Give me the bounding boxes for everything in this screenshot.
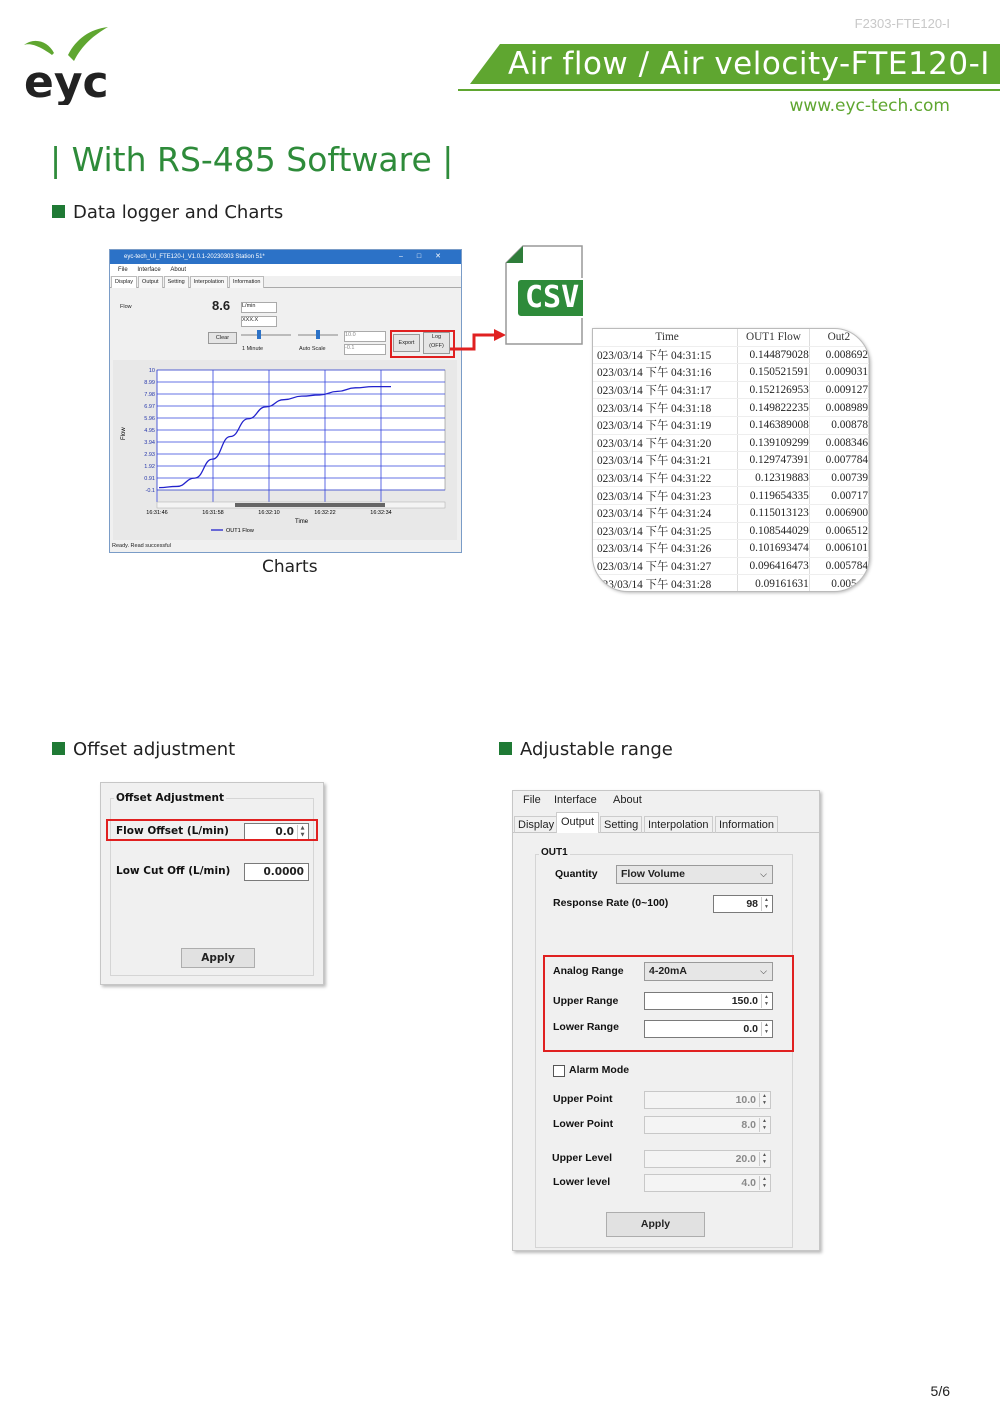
out1-group-title: OUT1 bbox=[541, 847, 568, 858]
range-menu-file[interactable]: File bbox=[523, 794, 541, 806]
x-axis-label: Time bbox=[295, 519, 309, 525]
upper-range-label: Upper Range bbox=[553, 995, 619, 1007]
csv-row bbox=[593, 452, 869, 470]
flow-offset-input[interactable]: 0.0 ▲ ▼ bbox=[244, 823, 309, 841]
scale-min-input[interactable]: -0.1 bbox=[344, 344, 386, 355]
spinner-icon[interactable]: ▲ ▼ bbox=[759, 1093, 769, 1107]
csv-cell: 0.152126953 bbox=[738, 381, 810, 399]
tab-interpolation[interactable]: Interpolation bbox=[190, 276, 228, 288]
csv-row bbox=[593, 346, 869, 364]
quantity-select[interactable]: Flow Volume ⌵ bbox=[616, 865, 773, 884]
analog-range-label: Analog Range bbox=[553, 965, 624, 977]
csv-cell: 023/03/14 下午 04:31:24 bbox=[593, 504, 738, 522]
spinner-icon[interactable]: ▲ ▼ bbox=[761, 1022, 771, 1036]
csv-cell: 023/03/14 下午 04:31:25 bbox=[593, 522, 738, 540]
csv-cell: 0.115013123 bbox=[738, 504, 810, 522]
chart-y-tick: 5.96 bbox=[144, 416, 155, 422]
csv-row bbox=[593, 487, 869, 505]
chart-y-tick: 3.94 bbox=[144, 440, 155, 446]
offset-dialog bbox=[100, 782, 324, 985]
menu-interface[interactable]: Interface bbox=[137, 267, 161, 273]
chart-y-tick: 1.92 bbox=[144, 464, 155, 470]
tab-output[interactable]: Output bbox=[138, 276, 163, 288]
alarm-mode-label: Alarm Mode bbox=[569, 1064, 630, 1076]
csv-cell: 0.007784 bbox=[809, 452, 868, 470]
menu-file[interactable]: File bbox=[118, 267, 128, 273]
csv-file-icon bbox=[505, 245, 583, 345]
upper-level-label: Upper Level bbox=[552, 1152, 613, 1164]
tab-setting[interactable]: Setting bbox=[164, 276, 189, 288]
csv-cell: 0.119654335 bbox=[738, 487, 810, 505]
alarm-mode-checkbox[interactable] bbox=[553, 1065, 565, 1077]
csv-row bbox=[593, 399, 869, 417]
response-rate-input[interactable]: 98 ▲ ▼ bbox=[713, 895, 773, 913]
csv-cell: 0.006512 bbox=[809, 522, 868, 540]
range-tab-interpolation[interactable]: Interpolation bbox=[644, 816, 713, 833]
range-apply-button[interactable]: Apply bbox=[606, 1212, 705, 1237]
interval-slider-thumb[interactable] bbox=[257, 330, 261, 339]
chart-scrollbar-thumb[interactable] bbox=[235, 503, 385, 507]
app-window bbox=[109, 249, 462, 553]
subheading-range: Adjustable range bbox=[499, 739, 673, 760]
export-arrow-icon bbox=[450, 325, 510, 355]
chart-y-tick: 10 bbox=[148, 368, 155, 374]
scale-max-input[interactable]: 10.0 bbox=[344, 331, 386, 342]
spinner-icon[interactable]: ▲ ▼ bbox=[759, 1176, 769, 1190]
interval-slider[interactable] bbox=[241, 334, 291, 336]
spinner-icon[interactable]: ▲ ▼ bbox=[759, 1152, 769, 1166]
upper-point-input[interactable]: 10.0 ▲ ▼ bbox=[644, 1091, 771, 1109]
range-tab-setting[interactable]: Setting bbox=[600, 816, 642, 833]
csv-row bbox=[593, 557, 869, 575]
csv-cell: 0.008989 bbox=[809, 399, 868, 417]
response-rate-label: Response Rate (0~100) bbox=[553, 897, 669, 909]
log-label: Log bbox=[431, 334, 442, 340]
csv-cell: 0.09161631 bbox=[738, 575, 810, 592]
chart-y-tick: 6.97 bbox=[144, 404, 155, 410]
csv-cell: 0.00878 bbox=[809, 416, 868, 434]
csv-cell: 0.150521591 bbox=[738, 364, 810, 382]
upper-level-input[interactable]: 20.0 ▲ ▼ bbox=[644, 1150, 771, 1168]
offset-apply-button[interactable]: Apply bbox=[181, 948, 255, 968]
unit-select[interactable]: L/min bbox=[241, 302, 277, 313]
log-state: (OFF) bbox=[429, 343, 444, 349]
csv-badge: CSV bbox=[525, 280, 580, 315]
csv-cell: 0.139109299 bbox=[738, 434, 810, 452]
autoscale-label: Auto Scale bbox=[299, 346, 326, 352]
tab-display[interactable]: Display bbox=[111, 276, 137, 288]
csv-row bbox=[593, 381, 869, 399]
csv-cell: 0.144879028 bbox=[738, 346, 810, 364]
csv-cell: 0.129747391 bbox=[738, 452, 810, 470]
csv-cell: 023/03/14 下午 04:31:20 bbox=[593, 434, 738, 452]
eyc-logo bbox=[24, 25, 114, 105]
csv-cell: 023/03/14 下午 04:31:18 bbox=[593, 399, 738, 417]
csv-header-row bbox=[593, 329, 869, 346]
lower-point-label: Lower Point bbox=[553, 1118, 614, 1130]
chart-y-tick: 2.93 bbox=[144, 452, 155, 458]
y-axis-label: Flow bbox=[121, 427, 127, 440]
csv-cell: 023/03/14 下午 04:31:26 bbox=[593, 540, 738, 558]
csv-row bbox=[593, 416, 869, 434]
bullet-square-icon bbox=[52, 205, 65, 218]
csv-cell: 0.12319883 bbox=[738, 469, 810, 487]
upper-range-input[interactable]: 150.0 ▲ ▼ bbox=[644, 992, 773, 1010]
csv-header-time: Time bbox=[593, 329, 738, 346]
window-titlebar bbox=[110, 250, 461, 264]
csv-row bbox=[593, 504, 869, 522]
csv-cell: 023/03/14 下午 04:31:21 bbox=[593, 452, 738, 470]
csv-cell: 023/03/14 下午 04:31:23 bbox=[593, 487, 738, 505]
spinner-icon[interactable]: ▲ ▼ bbox=[761, 994, 771, 1008]
csv-row bbox=[593, 469, 869, 487]
format-select[interactable]: XXX.X bbox=[241, 316, 277, 327]
offset-group-title: Offset Adjustment bbox=[116, 792, 225, 804]
charts-caption: Charts bbox=[262, 557, 318, 577]
csv-cell: 023/03/14 下午 04:31:27 bbox=[593, 557, 738, 575]
csv-row bbox=[593, 434, 869, 452]
csv-header-out2: Out2 bbox=[809, 329, 868, 346]
range-dialog bbox=[512, 790, 820, 1251]
csv-cell: 0.149822235 bbox=[738, 399, 810, 417]
lower-range-label: Lower Range bbox=[553, 1021, 619, 1033]
low-cut-input[interactable]: 0.0000 bbox=[244, 863, 309, 881]
window-controls[interactable]: –□✕ bbox=[399, 253, 455, 260]
csv-row bbox=[593, 575, 869, 592]
clear-button[interactable]: Clear bbox=[208, 332, 237, 344]
bullet-square-icon bbox=[499, 742, 512, 755]
chart-x-tick: 16:32:22 bbox=[314, 510, 336, 516]
chart-y-tick: -0.1 bbox=[145, 488, 155, 494]
csv-cell: 0.00549 bbox=[809, 575, 868, 592]
csv-cell: 023/03/14 下午 04:31:28 bbox=[593, 575, 738, 592]
range-tab-information[interactable]: Information bbox=[715, 816, 778, 833]
csv-table bbox=[592, 328, 870, 592]
csv-cell: 023/03/14 下午 04:31:15 bbox=[593, 346, 738, 364]
flow-chart bbox=[113, 360, 457, 540]
flow-offset-highlight bbox=[106, 819, 318, 841]
csv-cell: 0.096416473 bbox=[738, 557, 810, 575]
banner-title: Air flow / Air velocity-FTE120-I bbox=[508, 46, 990, 82]
interval-label: 1 Minute bbox=[242, 346, 264, 352]
range-menu-interface[interactable]: Interface bbox=[554, 794, 597, 806]
quantity-label: Quantity bbox=[555, 868, 598, 880]
export-button[interactable]: Export bbox=[393, 334, 420, 352]
range-tab-output[interactable]: Output bbox=[556, 812, 599, 833]
document-id: F2303-FTE120-I bbox=[854, 16, 950, 31]
lower-level-input[interactable]: 4.0 ▲ ▼ bbox=[644, 1174, 771, 1192]
window-title: eyc-tech_UI_FTE120-I_V1.0.1-20230303 Station 51* bbox=[124, 254, 265, 260]
spinner-icon[interactable]: ▲ ▼ bbox=[297, 825, 307, 839]
tab-bar bbox=[110, 276, 461, 288]
csv-cell: 023/03/14 下午 04:31:17 bbox=[593, 381, 738, 399]
flow-offset-label: Flow Offset (L/min) bbox=[116, 825, 229, 837]
chart-x-tick: 16:32:34 bbox=[370, 510, 392, 516]
csv-cell: 023/03/14 下午 04:31:16 bbox=[593, 364, 738, 382]
csv-cell: 0.009031 bbox=[809, 364, 868, 382]
csv-cell: 0.008346 bbox=[809, 434, 868, 452]
csv-cell: 023/03/14 下午 04:31:19 bbox=[593, 416, 738, 434]
chart-y-tick: 7.98 bbox=[144, 392, 155, 398]
analog-range-select[interactable]: 4-20mA ⌵ bbox=[644, 962, 773, 981]
csv-row bbox=[593, 364, 869, 382]
csv-cell: 0.00717 bbox=[809, 487, 868, 505]
status-bar: Ready. Read successful bbox=[112, 543, 171, 549]
subheading-data-logger: Data logger and Charts bbox=[52, 202, 283, 223]
csv-cell: 0.00739 bbox=[809, 469, 868, 487]
chevron-down-icon: ⌵ bbox=[760, 869, 767, 879]
range-tab-display[interactable]: Display bbox=[514, 816, 558, 833]
chart-y-tick: 8.99 bbox=[144, 380, 155, 386]
banner-underline bbox=[458, 89, 1000, 91]
range-menu-about[interactable]: About bbox=[613, 794, 642, 806]
upper-point-label: Upper Point bbox=[553, 1093, 613, 1105]
page-number: 5/6 bbox=[930, 1383, 950, 1399]
spinner-icon[interactable]: ▲ ▼ bbox=[761, 897, 771, 911]
chart-y-tick: 4.95 bbox=[144, 428, 155, 434]
flow-value: 8.6 bbox=[212, 298, 231, 313]
csv-cell: 0.005784 bbox=[809, 557, 868, 575]
csv-row bbox=[593, 522, 869, 540]
csv-cell: 0.008692 bbox=[809, 346, 868, 364]
menu-about[interactable]: About bbox=[170, 267, 187, 273]
autoscale-slider-thumb[interactable] bbox=[316, 330, 320, 339]
csv-cell: 023/03/14 下午 04:31:22 bbox=[593, 469, 738, 487]
csv-row bbox=[593, 540, 869, 558]
website-link[interactable]: www.eyc-tech.com bbox=[789, 96, 950, 116]
csv-cell: 0.101693474 bbox=[738, 540, 810, 558]
bullet-square-icon bbox=[52, 742, 65, 755]
logo-text: eyc bbox=[24, 57, 109, 105]
subheading-offset: Offset adjustment bbox=[52, 739, 235, 760]
csv-cell: 0.009127 bbox=[809, 381, 868, 399]
chevron-down-icon: ⌵ bbox=[760, 966, 767, 976]
legend-label: OUT1 Flow bbox=[226, 528, 254, 534]
tab-information[interactable]: Information bbox=[229, 276, 265, 288]
chart-x-tick: 16:32:10 bbox=[258, 510, 280, 516]
lower-level-label: Lower level bbox=[553, 1176, 611, 1188]
csv-cell: 0.146389008 bbox=[738, 416, 810, 434]
csv-cell: 0.108544029 bbox=[738, 522, 810, 540]
lower-point-input[interactable]: 8.0 ▲ ▼ bbox=[644, 1116, 771, 1134]
low-cut-label: Low Cut Off (L/min) bbox=[116, 865, 231, 877]
csv-cell: 0.006101 bbox=[809, 540, 868, 558]
section-title: | With RS-485 Software | bbox=[50, 140, 454, 179]
csv-header-out1: OUT1 Flow bbox=[738, 329, 810, 346]
flow-label: Flow bbox=[120, 304, 132, 310]
spinner-icon[interactable]: ▲ ▼ bbox=[759, 1118, 769, 1132]
chart-y-tick: 0.91 bbox=[144, 476, 155, 482]
menu-bar bbox=[110, 264, 461, 276]
chart-x-tick: 16:31:58 bbox=[202, 510, 224, 516]
lower-range-input[interactable]: 0.0 ▲ ▼ bbox=[644, 1020, 773, 1038]
csv-cell: 0.006900 bbox=[809, 504, 868, 522]
export-log-highlight bbox=[390, 330, 455, 358]
chart-x-tick: 16:31:46 bbox=[146, 510, 168, 516]
